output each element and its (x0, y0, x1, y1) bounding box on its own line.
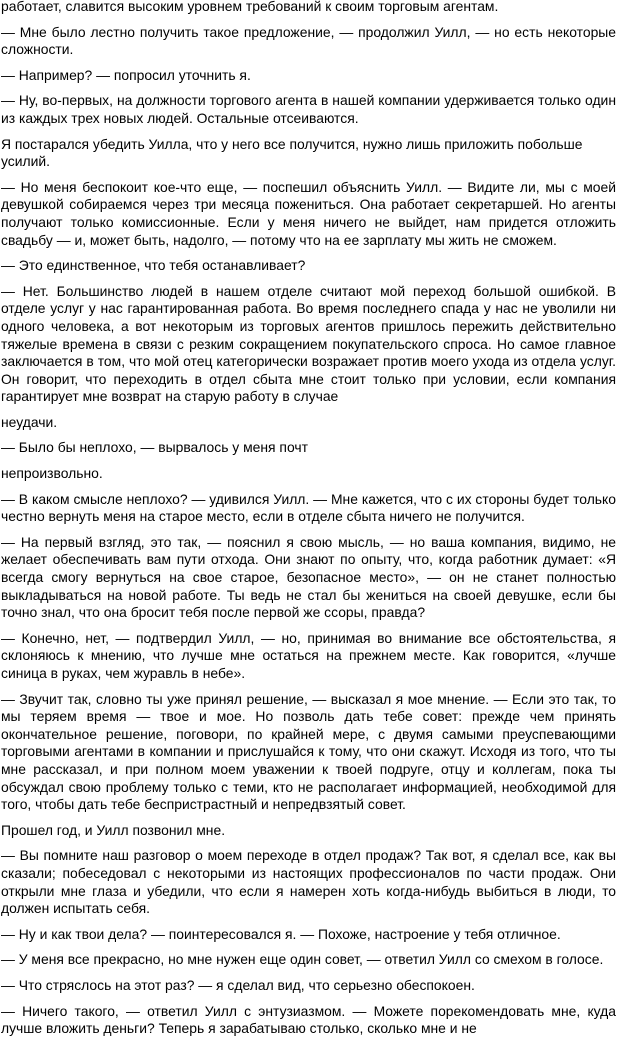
paragraph: непроизвольно. (1, 465, 103, 482)
paragraph: — Нет. Большинство людей в нашем отделе считают мой переход большой ошибкой. В отделе услуг у нас гарантированная работа. Во время последнего спада у нас не уволили ни одного человека, а вот некоторым из торговых агентов пришлось пережить действительно тяжелые времена в связи с резким сокращением покупательского спроса. Но самое главное заключается в том, что мой отец категорически возражает против моего ухода из отдела услуг. Он говорит, что переходить в отдел сбыта мне стоит только при условии, если компания гарантирует мне возврат на старую работу в случае (1, 282, 616, 405)
paragraph: — На первый взгляд, это так, — пояснил я свою мысль, — но ваша компания, видимо, не желает обеспечивать вам пути отхода. Они знают по опыту, что, когда работник думает: «Я всегда смогу вернуться на свое старое, безопасное место», — он не станет полностью выкладываться на новой работе. Ты ведь не стал бы жениться на своей девушке, если бы точно знал, что она бросит тебя после первой же ссоры, правда? (1, 533, 616, 621)
paragraph: — Но меня беспокоит кое-что еще, — поспешил объяснить Уилл. — Видите ли, мы с моей девушкой собираемся через три месяца пожениться. Она работает секретаршей. Но агенты получают только комиссионные. Если у меня ничего не выйдет, нам придется отложить свадьбу — и, может быть, надолго, — потому что на ее зарплату мы жить не сможем. (1, 178, 616, 248)
paragraph: — Ну, во-первых, на должности торгового агента в нашей компании удерживается только один из каждых трех новых людей. Остальные отсеиваются. (1, 92, 616, 126)
paragraph: неудачи. (1, 413, 58, 430)
paragraph: Я постарался убедить Уилла, что у него все получится, нужно лишь приложить побольше усилий. (1, 135, 583, 170)
paragraph: — Вы помните наш разговор о моем переходе в отдел продаж? Так вот, я сделал все, как вы сказали; побеседовал с некоторыми из настоящих профессионалов по части продаж. Они открыли мне глаза и убедили, что если я намерен хоть когда-нибудь выбиться в люди, то должен испытать себя. (1, 847, 616, 917)
paragraph: — Например? — попросил уточнить я. (1, 66, 251, 83)
paragraph: — Ничего такого, — ответил Уилл с энтузиазмом. — Можете порекомендовать мне, куда лучше вложить деньги? Теперь я зарабатываю столько, сколько мне и не (1, 1002, 616, 1037)
paragraph: — Конечно, нет, — подтвердил Уилл, — но, принимая во внимание все обстоятельства, я склоняюсь к мнению, что лучше мне остаться на прежнем месте. Как говорится, «лучше синица в руках, чем журавль в небе». (1, 629, 616, 681)
paragraph: — Мне было лестно получить такое предложение, — продолжил Уилл, — но есть некоторые сложности. (1, 23, 616, 58)
paragraph: Прошел год, и Уилл позвонил мне. (1, 821, 226, 838)
paragraph: — В каком смысле неплохо? — удивился Уилл. — Мне кажется, что с их стороны будет только честно вернуть меня на старое место, если в отделе сбыта ничего не получится. (1, 490, 616, 525)
paragraph: — У меня все прекрасно, но мне нужен еще один совет, — ответил Уилл со смехом в голосе. (1, 951, 604, 968)
paragraph: — Было бы неплохо, — вырвалось у меня почт (1, 439, 308, 456)
paragraph: — Звучит так, словно ты уже принял решение, — высказал я мое мнение. — Если это так, то мы теряем время — твое и мое. Но позволь дать тебе совет: прежде чем принять окончательное решение, поговори, по крайней мере, с двумя самыми преуспевающими торговыми агентами в компании и прислушайся к тому, что они скажут. Исходя из того, что ты мне рассказал, и при полном моем уважении к твоей подруге, отцу и коллегам, пока ты обсуждал свою проблему только с теми, кто не располагает информацией, необходимой для того, чтобы дать тебе беспристрастный и непредвзятый совет. (1, 690, 616, 813)
paragraph: работает, славится высоким уровнем требований к своим торговым агентам. (1, 0, 499, 14)
paragraph: — Ну и как твои дела? — поинтересовался я. — Похоже, настроение у тебя отличное. (1, 925, 561, 942)
paragraph: — Это единственное, что тебя останавливает? (1, 257, 306, 274)
paragraph: — Что стряслось на этот раз? — я сделал вид, что серьезно обеспокоен. (1, 976, 475, 993)
